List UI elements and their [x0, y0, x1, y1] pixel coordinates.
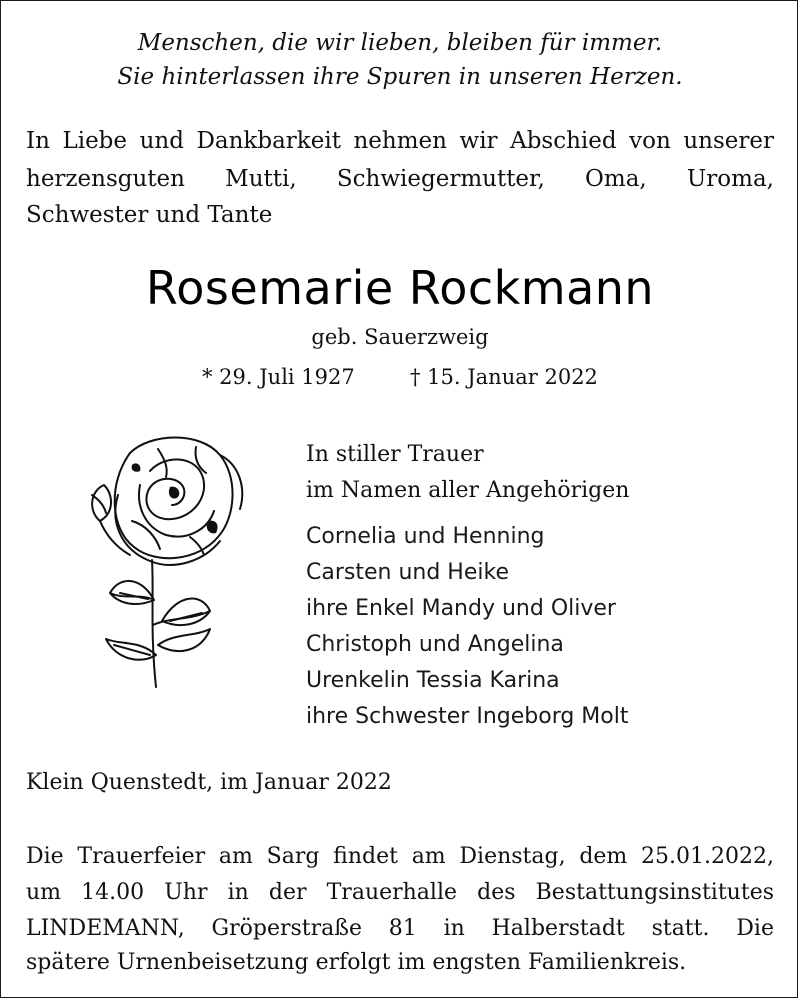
funeral-line-3: LINDEMANN, Gröperstraße 81 in Halberstadt statt. Die [26, 916, 774, 941]
mourning-line-1: In stiller Trauer [306, 442, 484, 467]
funeral-line-4: spätere Urnenbeisetzung erfolgt im engsten Familienkreis. [26, 950, 687, 975]
funeral-line-1: Die Trauerfeier am Sarg findet am Dienstag, dem 25.01.2022, [26, 844, 774, 869]
deceased-name: Rosemarie Rockmann [145, 261, 655, 315]
motto-line-1: Menschen, die wir lieben, bleiben für immer. [137, 30, 663, 56]
family-member: Carsten und Heike [306, 560, 509, 585]
place-date: Klein Quenstedt, im Januar 2022 [26, 770, 392, 795]
family-member: ihre Enkel Mandy und Oliver [306, 596, 616, 621]
funeral-line-2: um 14.00 Uhr in der Trauerhalle des Bestattungsinstitutes [26, 880, 774, 905]
family-member: Urenkelin Tessia Karina [306, 668, 560, 693]
rose-illustration [70, 425, 250, 690]
intro-line-3: Schwester und Tante [26, 202, 273, 228]
birth-date: * 29. Juli 1927 [202, 365, 355, 389]
family-member: Cornelia und Henning [306, 524, 545, 549]
intro-line-2: herzensguten Mutti, Schwiegermutter, Oma, Uroma, [26, 166, 774, 192]
death-date: † 15. Januar 2022 [410, 365, 598, 389]
family-member: Christoph und Angelina [306, 632, 564, 657]
intro-line-1: In Liebe und Dankbarkeit nehmen wir Abschied von unserer [26, 128, 774, 154]
motto-line-2: Sie hinterlassen ihre Spuren in unseren Herzen. [117, 64, 683, 90]
family-member: ihre Schwester Ingeborg Molt [306, 704, 629, 729]
mourning-line-2: im Namen aller Angehörigen [306, 478, 630, 503]
birth-name: geb. Sauerzweig [311, 325, 489, 349]
